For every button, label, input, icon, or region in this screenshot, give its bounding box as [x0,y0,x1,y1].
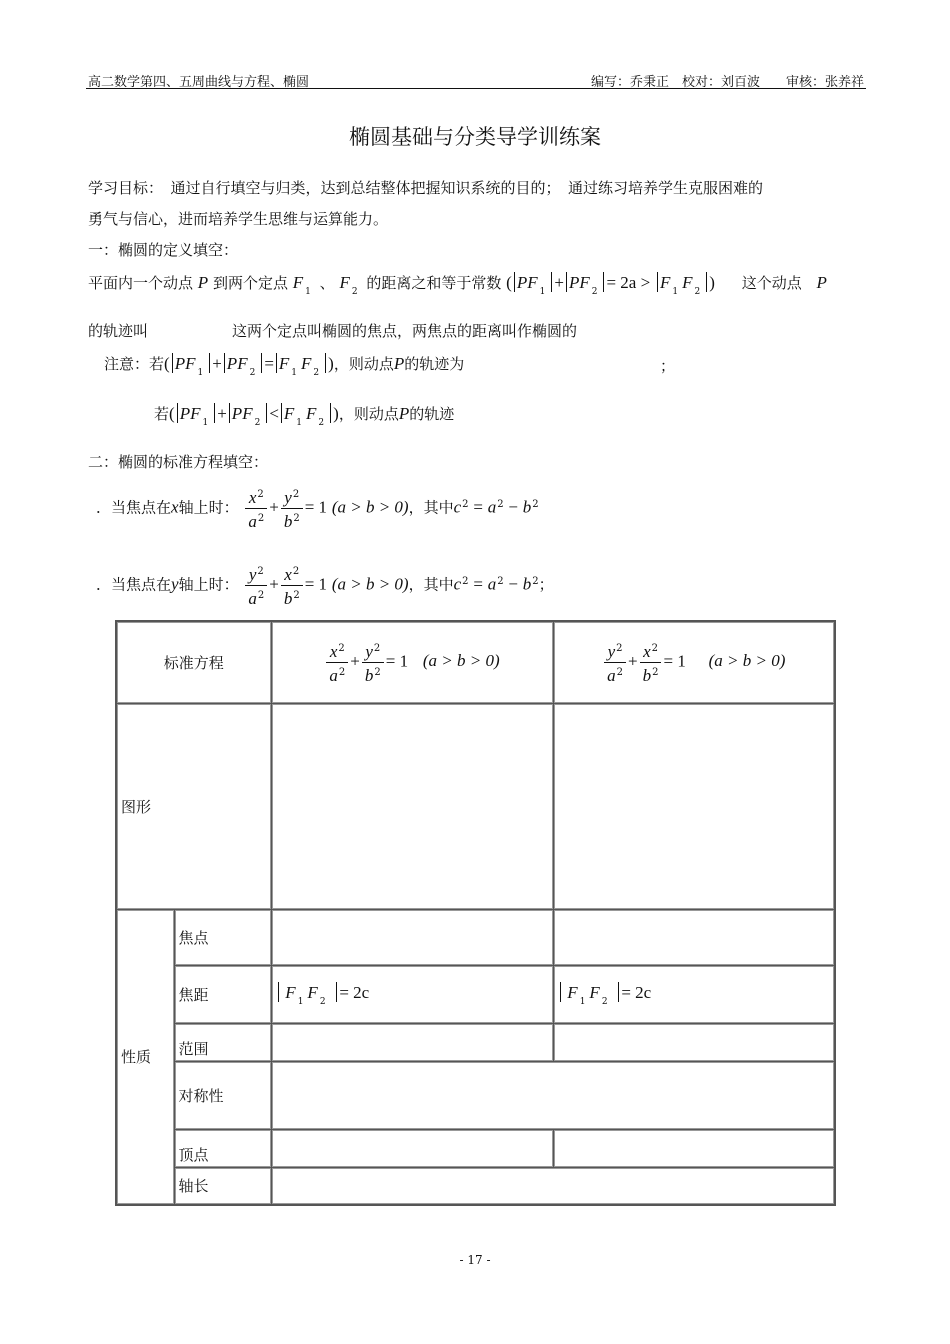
graph-label-cell: 图形 [116,703,271,909]
vertex-y-cell [553,1129,835,1167]
range-label-cell: 范围 [174,1023,271,1061]
ellipse-property-table [115,620,836,1206]
std-eq-x-cell: $\frac{x^2}{a^2}$ + $\frac{y^2}{b^2}$ = 1 (a > b > 0) [271,621,553,703]
section2-heading: 二：椭圆的标准方程填空： [88,453,269,471]
standard-eq-x: ．当焦点在x轴上时： $\frac{x^2}{a^2}$ + $\frac{y^2}{b^2}$ = 1 (a > b > 0)，其中$c^2 = a^2 - b^2$ [96,488,539,531]
std-eq-label-cell: 标准方程 [116,621,271,703]
focus-label-cell: 焦点 [174,909,271,965]
range-y-cell [553,1023,835,1061]
axis-len-cell [271,1167,835,1205]
focal-dist-y-cell: F $_1$ F $_2$ = 2c [553,965,835,1023]
standard-eq-y: ．当焦点在y轴上时： $\frac{y^2}{a^2}$ + $\frac{x^2}{b^2}$ = 1 (a > b > 0)，其中$c^2 = a^2 - b^2$； [96,565,554,608]
axis-len-label-cell: 轴长 [174,1167,271,1205]
focus-x-cell [271,909,553,965]
vertex-x-cell [271,1129,553,1167]
objective-line1: 学习目标： 通过自行填空与归类，达到总结整体把握知识系统的目的； 通过练习培养学生克服困难的 [88,179,764,197]
graph-y-cell [553,703,835,909]
vertex-label-cell: 顶点 [174,1129,271,1167]
header-rule [86,88,866,89]
definition-line: 平面内一个动点 P 到两个定点 F $_1$ 、 F $_2$ 的距离之和等于常数 ( PF $_1$ + PF $_2$ = 2a > F $_1$ F $_2$ ) 这个动点 P [88,273,827,297]
graph-x-cell [271,703,553,909]
focus-y-cell [553,909,835,965]
note-line1: 注意：若( PF $_1$ + PF $_2$ = F $_1$ F $_2$ )，则动点P的轨迹为 [104,354,465,378]
objective-line2: 勇气与信心，进而培养学生思维与运算能力。 [88,210,389,228]
header-right: 编写：乔秉正 校对：刘百波 审核：张养祥 [590,75,864,90]
symmetry-label-cell: 对称性 [174,1061,271,1129]
range-x-cell [271,1023,553,1061]
header-left: 高二数学第四、五周曲线与方程、椭圆 [88,75,310,90]
focal-dist-x-cell: F $_1$ F $_2$ = 2c [271,965,553,1023]
definition-line2: 的轨迹叫 这两个定点叫椭圆的焦点，两焦点的距离叫作椭圆的 [88,322,578,340]
symmetry-cell [271,1061,835,1129]
std-eq-y-cell: $\frac{y^2}{a^2}$ + $\frac{x^2}{b^2}$ = 1 (a > b > 0) [553,621,835,703]
page-number: - 17 - [459,1253,491,1267]
focal-dist-label-cell: 焦距 [174,965,271,1023]
section1-heading: 一：椭圆的定义填空： [88,241,239,259]
page-title: 椭圆基础与分类导学训练案 [349,125,601,149]
note-line2: 若( PF $_1$ + PF $_2$ < F $_1$ F $_2$ )，则动点P的轨迹 [154,404,455,428]
note-line1-semicolon: ； [660,357,676,375]
props-label-cell: 性质 [116,909,174,1205]
